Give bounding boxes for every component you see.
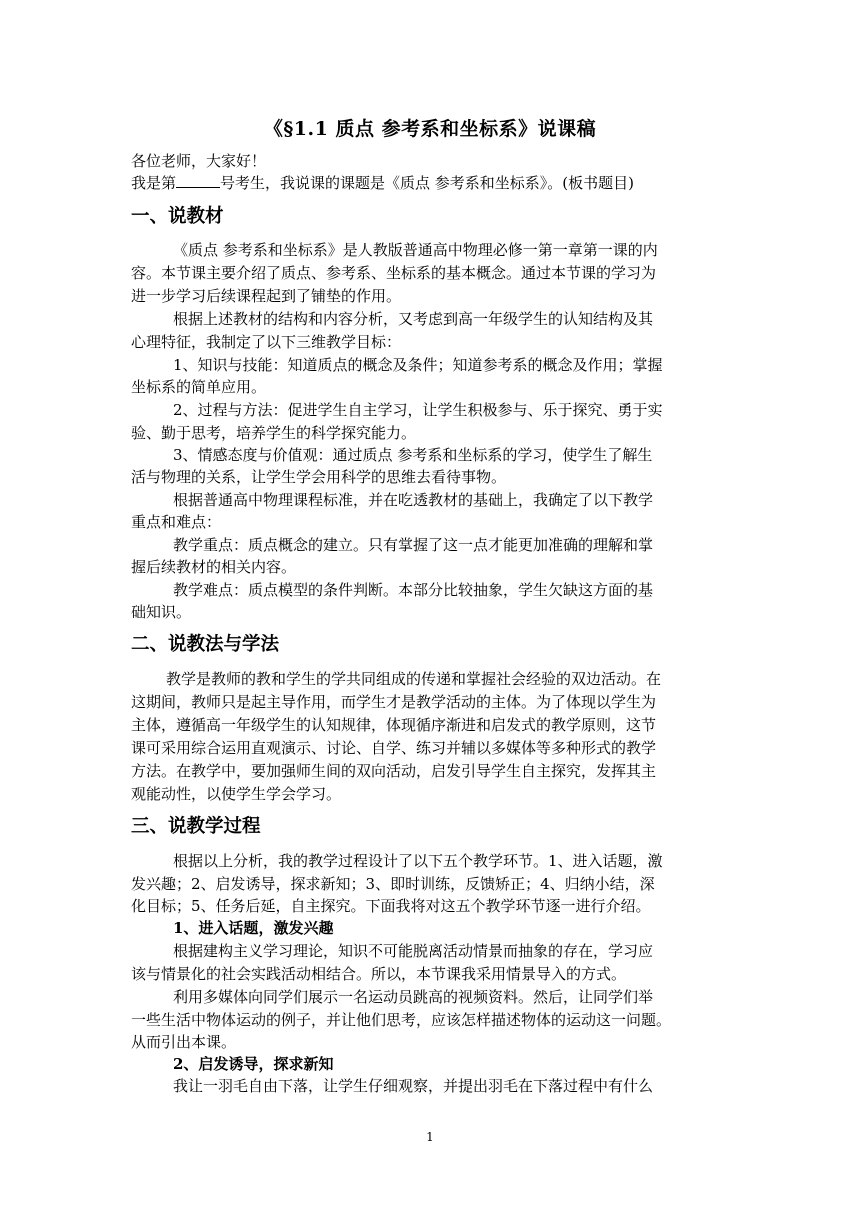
intro-text-after: 号考生，我说课的课题是《质点 参考系和坐标系》。(板书题目) (220, 174, 634, 192)
subheading-step-1: 1、进入话题，激发兴趣 (173, 919, 334, 937)
paragraph-line: 根据建构主义学习理论，知识不可能脱离活动情景而抽象的存在，学习应 (173, 942, 654, 960)
paragraph-line: 该与情景化的社会实践活动相结合。所以，本节课我采用情景导入的方式。 (131, 965, 627, 983)
section-heading-textbook: 一、说教材 (131, 206, 224, 227)
intro-line (131, 172, 731, 194)
paragraph-line: 握后续教材的相关内容。 (131, 558, 297, 576)
paragraph-line: 方法。在教学中，要加强师生间的双向活动，启发引导学生自主探究，发挥其主 (131, 762, 657, 780)
paragraph-line: 发兴趣；2、启发诱导，探求新知；3、即时训练，反馈矫正；4、归纳小结，深 (131, 875, 655, 893)
paragraph-line: 础知识。 (131, 603, 192, 621)
paragraph-line: 这期间，教师只是起主导作用，而学生才是教学活动的主体。为了体现以学生为 (131, 693, 657, 711)
paragraph-line: 1、知识与技能：知道质点的概念及条件；知道参考系的概念及作用；掌握 (173, 356, 663, 374)
paragraph-line: 心理特征，我制定了以下三维教学目标： (131, 333, 402, 351)
paragraph-line: 化目标；5、任务后延，自主探究。下面我将对这五个教学环节逐一进行介绍。 (131, 897, 651, 915)
paragraph-line: 课可采用综合运用直观演示、讨论、自学、练习并辅以多媒体等多种形式的教学 (131, 739, 657, 757)
paragraph-line: 一些生活中物体运动的例子，并让他们思考，应该怎样描述物体的运动这一问题。 (131, 1011, 672, 1029)
paragraph-line: 利用多媒体向同学们展示一名运动员跳高的视频资料。然后，让同学们举 (173, 988, 654, 1006)
section-heading-methods: 二、说教法与学法 (131, 634, 280, 655)
section-heading-process: 三、说教学过程 (131, 816, 261, 837)
paragraph-line: 根据以上分析，我的教学过程设计了以下五个教学环节。1、进入话题，激 (173, 852, 663, 870)
paragraph-line: 从而引出本课。 (131, 1033, 237, 1051)
paragraph-line: 3、情感态度与价值观：通过质点 参考系和坐标系的学习，使学生了解生 (173, 446, 653, 464)
paragraph-line: 教学重点：质点概念的建立。只有掌握了这一点才能更加准确的理解和掌 (173, 536, 654, 554)
candidate-number-blank (176, 173, 220, 188)
page-number: 1 (426, 1130, 434, 1144)
paragraph-line: 2、过程与方法：促进学生自主学习，让学生积极参与、乐于探究、勇于实 (173, 401, 663, 419)
paragraph-line: 重点和难点： (131, 513, 222, 531)
paragraph-line: 坐标系的简单应用。 (131, 378, 267, 396)
paragraph-line: 活与物理的关系，让学生学会用科学的思维去看待事物。 (131, 468, 507, 486)
paragraph-line: 主体，遵循高一年级学生的认知规律，体现循序渐进和启发式的教学原则，这节 (131, 716, 657, 734)
paragraph-line: 容。本节课主要介绍了质点、参考系、坐标系的基本概念。通过本节课的学习为 (131, 264, 657, 282)
paragraph-line: 我让一羽毛自由下落，让学生仔细观察，并提出羽毛在下落过程中有什么 (173, 1077, 654, 1095)
paragraph-line: 验、勤于思考，培养学生的科学探究能力。 (131, 424, 417, 442)
paragraph-line: 根据上述教材的结构和内容分析，又考虑到高一年级学生的认知结构及其 (173, 310, 654, 328)
paragraph-line: 根据普通高中物理课程标准，并在吃透教材的基础上，我确定了以下教学 (173, 491, 654, 509)
paragraph-line: 进一步学习后续课程起到了铺垫的作用。 (131, 287, 402, 305)
paragraph-line: 观能动性，以使学生学会学习。 (131, 785, 342, 803)
greeting-line: 各位老师，大家好！ (131, 152, 267, 170)
document-title: 《§1.1 质点 参考系和坐标系》说课稿 (263, 118, 597, 140)
paragraph-line: 教学是教师的教和学生的学共同组成的传递和掌握社会经验的双边活动。在 (166, 670, 662, 688)
paragraph-line: 教学难点：质点模型的条件判断。本部分比较抽象，学生欠缺这方面的基 (173, 581, 654, 599)
subheading-step-2: 2、启发诱导，探求新知 (173, 1055, 334, 1073)
paragraph-line: 《质点 参考系和坐标系》是人教版普通高中物理必修一第一章第一课的内 (173, 241, 658, 259)
intro-text-before: 我是第 (131, 174, 177, 192)
